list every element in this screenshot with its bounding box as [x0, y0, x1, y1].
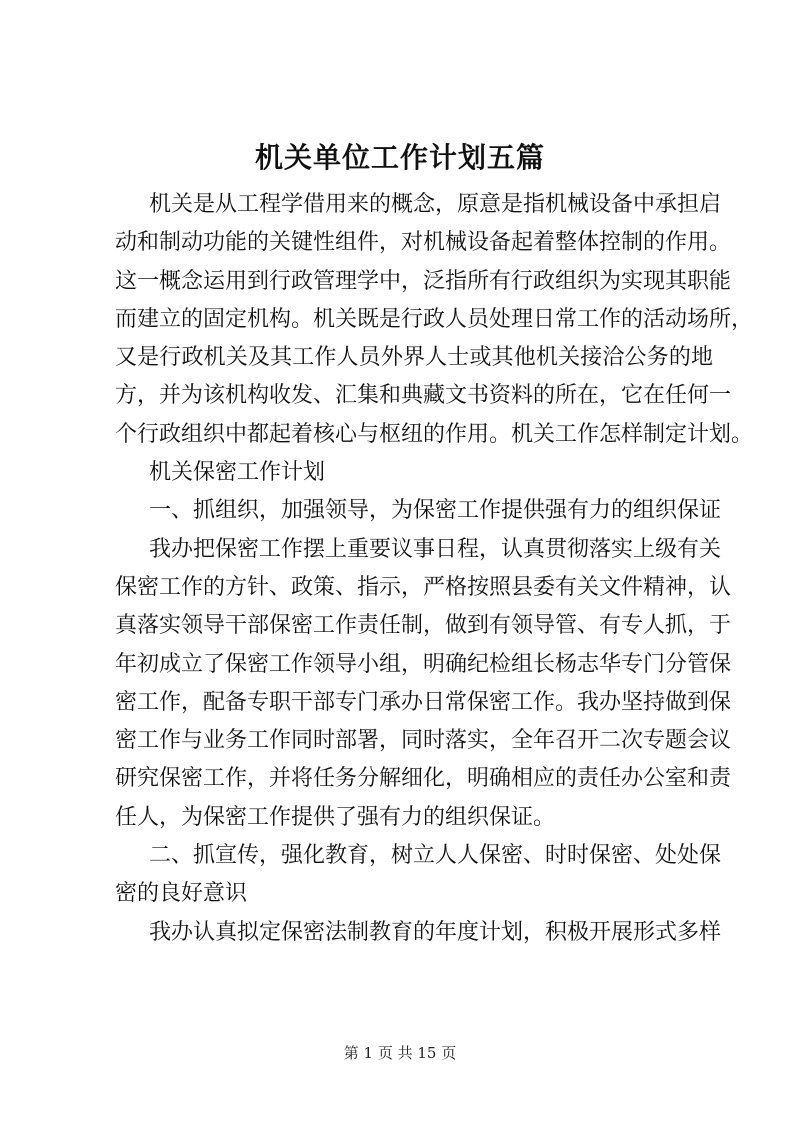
paragraph-line: 真落实领导干部保密工作责任制，做到有领导管、有专人抓，于 [115, 613, 732, 639]
document-body [115, 186, 754, 952]
document-title: 机关单位工作计划五篇 [254, 141, 545, 174]
section-heading: 密的良好意识 [115, 881, 248, 907]
paragraph-line: 研究保密工作，并将任务分解细化，明确相应的责任办公室和责 [115, 766, 732, 792]
paragraph-line: 我办把保密工作摆上重要议事日程，认真贯彻落实上级有关 [149, 536, 722, 562]
paragraph-line: 机关是从工程学借用来的概念，原意是指机械设备中承担启 [149, 192, 722, 217]
paragraph-line: 个行政组织中都起着核心与枢纽的作用。机关工作怎样制定计划。 [115, 421, 754, 447]
paragraph-line: 任人，为保密工作提供了强有力的组织保证。 [115, 804, 556, 830]
paragraph-line: 密工作，配备专职干部专门承办日常保密工作。我办坚持做到保 [115, 689, 732, 715]
paragraph-line: 我办认真拟定保密法制教育的年度计划，积极开展形式多样 [149, 919, 722, 945]
paragraph-line: 这一概念运用到行政管理学中，泛指所有行政组织为实现其职能 [115, 268, 732, 294]
section-heading: 一、抓组织，加强领导，为保密工作提供强有力的组织保证 [149, 498, 722, 524]
paragraph-line: 年初成立了保密工作领导小组，明确纪检组长杨志华专门分管保 [115, 651, 732, 677]
paragraph-line: 动和制动功能的关键性组件，对机械设备起着整体控制的作用。 [115, 230, 732, 256]
paragraph-line: 方，并为该机构收发、汇集和典藏文书资料的所在，它在任何一 [115, 383, 732, 409]
section-heading: 机关保密工作计划 [149, 460, 326, 486]
section-heading: 二、抓宣传，强化教育，树立人人保密、时时保密、处处保 [149, 843, 722, 869]
page-number-footer: 第 1 页 共 15 页 [343, 1044, 457, 1062]
paragraph-line: 密工作与业务工作同时部署，同时落实，全年召开二次专题会议 [115, 728, 732, 754]
paragraph-line: 而建立的固定机构。机关既是行政人员处理日常工作的活动场所， [115, 306, 754, 332]
paragraph-line: 保密工作的方针、政策、指示，严格按照县委有关文件精神，认 [115, 574, 732, 600]
paragraph-line: 又是行政机关及其工作人员外界人士或其他机关接洽公务的地 [115, 345, 713, 371]
